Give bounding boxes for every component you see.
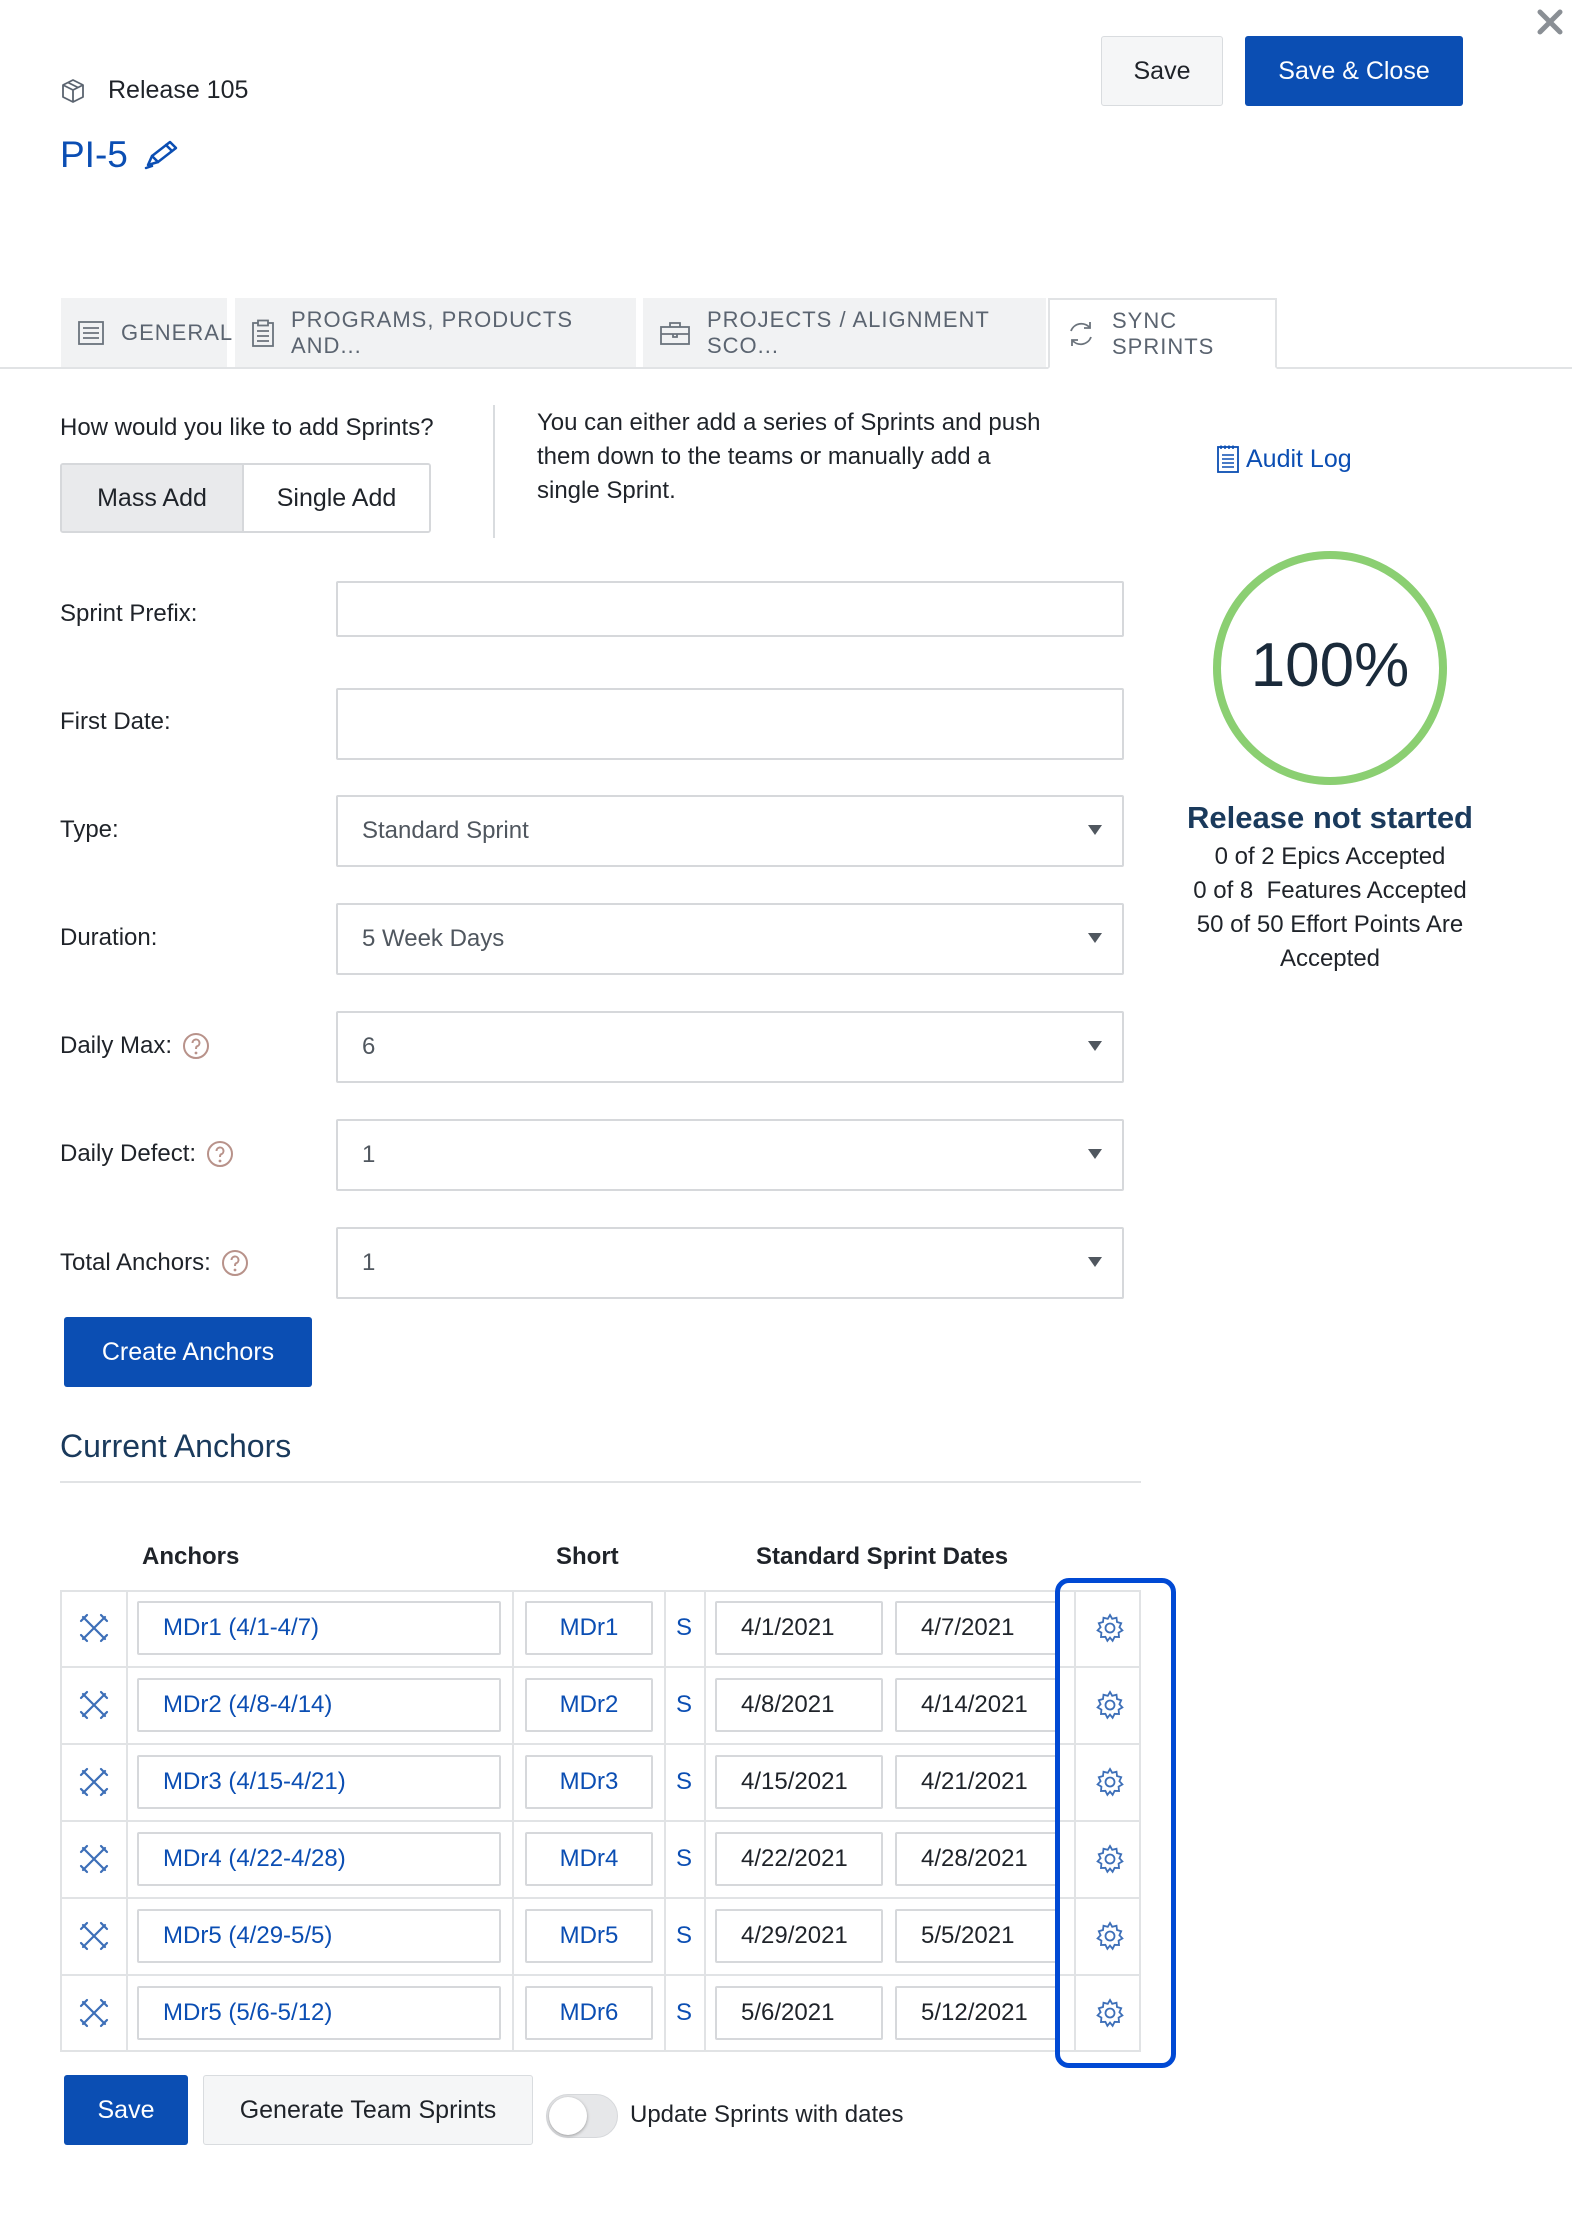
row-divider bbox=[60, 1820, 1141, 1822]
anchor-name-input[interactable]: MDr2 (4/8-4/14) bbox=[137, 1678, 501, 1732]
status-title: Release not started bbox=[1187, 800, 1473, 835]
sprint-type-indicator: S bbox=[675, 1691, 692, 1718]
single-add-button[interactable]: Single Add bbox=[244, 465, 429, 531]
delete-anchor-icon[interactable] bbox=[78, 1997, 110, 2029]
mass-add-button[interactable]: Mass Add bbox=[62, 465, 244, 531]
row-divider bbox=[60, 1743, 1141, 1745]
sprint-end-date-input[interactable]: 4/7/2021 bbox=[895, 1601, 1057, 1655]
sync-icon bbox=[1066, 319, 1096, 349]
row-divider bbox=[60, 1897, 1141, 1899]
release-label: Release 105 bbox=[108, 76, 249, 104]
sprint-end-date-input[interactable]: 5/12/2021 bbox=[895, 1986, 1057, 2040]
add-mode-toggle bbox=[60, 463, 431, 533]
daily-max-select[interactable] bbox=[336, 1011, 1124, 1083]
anchor-short-input[interactable]: MDr2 bbox=[525, 1678, 653, 1732]
anchor-short-input[interactable]: MDr6 bbox=[525, 1986, 653, 2040]
daily-max-label: Daily Max: bbox=[60, 1032, 173, 1059]
anchor-short-input[interactable]: MDr3 bbox=[525, 1755, 653, 1809]
release-box-icon bbox=[60, 78, 86, 104]
help-icon[interactable] bbox=[221, 1249, 249, 1277]
chevron-down-icon bbox=[1088, 825, 1102, 835]
chevron-down-icon bbox=[1088, 1257, 1102, 1267]
anchor-name-input[interactable]: MDr3 (4/15-4/21) bbox=[137, 1755, 501, 1809]
status-line-accepted: Accepted bbox=[1279, 945, 1381, 972]
column-header-dates: Standard Sprint Dates bbox=[756, 1543, 1009, 1570]
anchor-name-input[interactable]: MDr5 (5/6-5/12) bbox=[137, 1986, 501, 2040]
delete-anchor-icon[interactable] bbox=[78, 1766, 110, 1798]
status-line-effort: 50 of 50 Effort Points Are bbox=[1196, 911, 1464, 938]
chevron-down-icon bbox=[1088, 1041, 1102, 1051]
duration-select[interactable] bbox=[336, 903, 1124, 975]
log-icon bbox=[1216, 444, 1240, 474]
release-breadcrumb bbox=[60, 76, 248, 105]
vertical-divider bbox=[493, 405, 495, 538]
tab-bar-divider bbox=[0, 367, 1572, 369]
type-label: Type: bbox=[60, 816, 119, 843]
tab-label: GENERAL bbox=[121, 319, 234, 345]
first-date-input[interactable] bbox=[336, 688, 1124, 760]
create-anchors-button[interactable]: Create Anchors bbox=[64, 1317, 312, 1387]
edit-pencil-icon[interactable] bbox=[142, 139, 180, 171]
first-date-label: First Date: bbox=[60, 708, 171, 735]
daily-defect-select[interactable] bbox=[336, 1119, 1124, 1191]
save-button[interactable]: Save bbox=[1101, 36, 1223, 106]
anchor-short-input[interactable]: MDr4 bbox=[525, 1832, 653, 1886]
update-sprints-label: Update Sprints with dates bbox=[630, 2101, 904, 2128]
sprint-type-indicator: S bbox=[675, 1845, 692, 1872]
tab-label: PROGRAMS, PRODUCTS AND... bbox=[291, 306, 574, 358]
tab-label: SYNC SPRINTS bbox=[1112, 307, 1215, 359]
anchor-name-input[interactable]: MDr1 (4/1-4/7) bbox=[137, 1601, 501, 1655]
sprint-end-date-input[interactable]: 5/5/2021 bbox=[895, 1909, 1057, 1963]
sprint-start-date-input[interactable]: 4/22/2021 bbox=[715, 1832, 883, 1886]
page-title: PI-5 bbox=[60, 134, 128, 175]
tab-projects-alignment[interactable] bbox=[643, 298, 1046, 367]
daily-defect-label-row bbox=[60, 1140, 234, 1168]
total-anchors-value: 1 bbox=[362, 1249, 376, 1276]
duration-label: Duration: bbox=[60, 924, 158, 951]
save-anchors-button[interactable]: Save bbox=[64, 2075, 188, 2145]
clipboard-icon bbox=[251, 319, 275, 347]
duration-value: 5 Week Days bbox=[362, 925, 505, 952]
sprint-type-indicator: S bbox=[675, 1999, 692, 2026]
tab-programs-products[interactable] bbox=[235, 298, 636, 367]
delete-anchor-icon[interactable] bbox=[78, 1843, 110, 1875]
sprint-end-date-input[interactable]: 4/14/2021 bbox=[895, 1678, 1057, 1732]
add-mode-question: How would you like to add Sprints? bbox=[60, 414, 434, 441]
generate-team-sprints-button[interactable]: Generate Team Sprints bbox=[203, 2075, 533, 2145]
row-divider bbox=[60, 1974, 1141, 1976]
status-line-epics: 0 of 2 Epics Accepted bbox=[1214, 843, 1446, 870]
progress-percent: 100% bbox=[1250, 631, 1410, 700]
sprint-prefix-label: Sprint Prefix: bbox=[60, 600, 198, 627]
tab-general[interactable] bbox=[61, 298, 234, 367]
row-divider bbox=[60, 1666, 1141, 1668]
document-icon bbox=[77, 319, 105, 347]
sprint-type-indicator: S bbox=[675, 1922, 692, 1949]
daily-max-value: 6 bbox=[362, 1033, 376, 1060]
sprint-start-date-input[interactable]: 4/1/2021 bbox=[715, 1601, 883, 1655]
tab-sync-sprints[interactable] bbox=[1048, 298, 1277, 369]
gear-column-highlight bbox=[1055, 1578, 1176, 2068]
audit-log-link[interactable] bbox=[1216, 444, 1352, 474]
sprint-start-date-input[interactable]: 5/6/2021 bbox=[715, 1986, 883, 2040]
delete-anchor-icon[interactable] bbox=[78, 1612, 110, 1644]
total-anchors-label: Total Anchors: bbox=[60, 1249, 211, 1276]
anchor-name-input[interactable]: MDr5 (4/29-5/5) bbox=[137, 1909, 501, 1963]
anchor-short-input[interactable]: MDr5 bbox=[525, 1909, 653, 1963]
add-mode-description: You can either add a series of Sprints and push them down to the teams or manually add a single Sprint. bbox=[537, 409, 1041, 504]
delete-anchor-icon[interactable] bbox=[78, 1689, 110, 1721]
total-anchors-label-row bbox=[60, 1249, 249, 1277]
close-icon[interactable] bbox=[1532, 4, 1568, 40]
chevron-down-icon bbox=[1088, 933, 1102, 943]
type-select[interactable] bbox=[336, 795, 1124, 867]
daily-defect-label: Daily Defect: bbox=[60, 1140, 197, 1167]
section-title: Current Anchors bbox=[60, 1428, 292, 1464]
audit-log-label: Audit Log bbox=[1246, 444, 1352, 473]
pi-title-row bbox=[60, 134, 180, 176]
total-anchors-select[interactable] bbox=[336, 1227, 1124, 1299]
update-sprints-toggle[interactable] bbox=[546, 2094, 618, 2138]
sprint-start-date-input[interactable]: 4/15/2021 bbox=[715, 1755, 883, 1809]
daily-defect-value: 1 bbox=[362, 1141, 376, 1168]
anchor-name-input[interactable]: MDr4 (4/22-4/28) bbox=[137, 1832, 501, 1886]
status-line-features: 0 of 8 Features Accepted bbox=[1193, 877, 1467, 904]
sprint-prefix-input[interactable] bbox=[336, 581, 1124, 637]
delete-anchor-icon[interactable] bbox=[78, 1920, 110, 1952]
section-divider bbox=[60, 1481, 1141, 1483]
sprint-end-date-input[interactable]: 4/21/2021 bbox=[895, 1755, 1057, 1809]
type-value: Standard Sprint bbox=[362, 817, 529, 844]
sprint-end-date-input[interactable]: 4/28/2021 bbox=[895, 1832, 1057, 1886]
column-header-short: Short bbox=[556, 1543, 619, 1570]
sprint-start-date-input[interactable]: 4/29/2021 bbox=[715, 1909, 883, 1963]
briefcase-icon bbox=[659, 320, 691, 346]
tab-label: PROJECTS / ALIGNMENT SCO... bbox=[707, 306, 990, 358]
column-header-anchors: Anchors bbox=[142, 1543, 240, 1570]
daily-max-label-row bbox=[60, 1032, 210, 1060]
chevron-down-icon bbox=[1088, 1149, 1102, 1159]
sprint-type-indicator: S bbox=[675, 1614, 692, 1641]
sprint-type-indicator: S bbox=[675, 1768, 692, 1795]
sprint-start-date-input[interactable]: 4/8/2021 bbox=[715, 1678, 883, 1732]
help-icon[interactable] bbox=[182, 1032, 210, 1060]
anchor-short-input[interactable]: MDr1 bbox=[525, 1601, 653, 1655]
help-icon[interactable] bbox=[206, 1140, 234, 1168]
save-and-close-button[interactable]: Save & Close bbox=[1245, 36, 1463, 106]
toggle-knob bbox=[549, 2097, 587, 2135]
